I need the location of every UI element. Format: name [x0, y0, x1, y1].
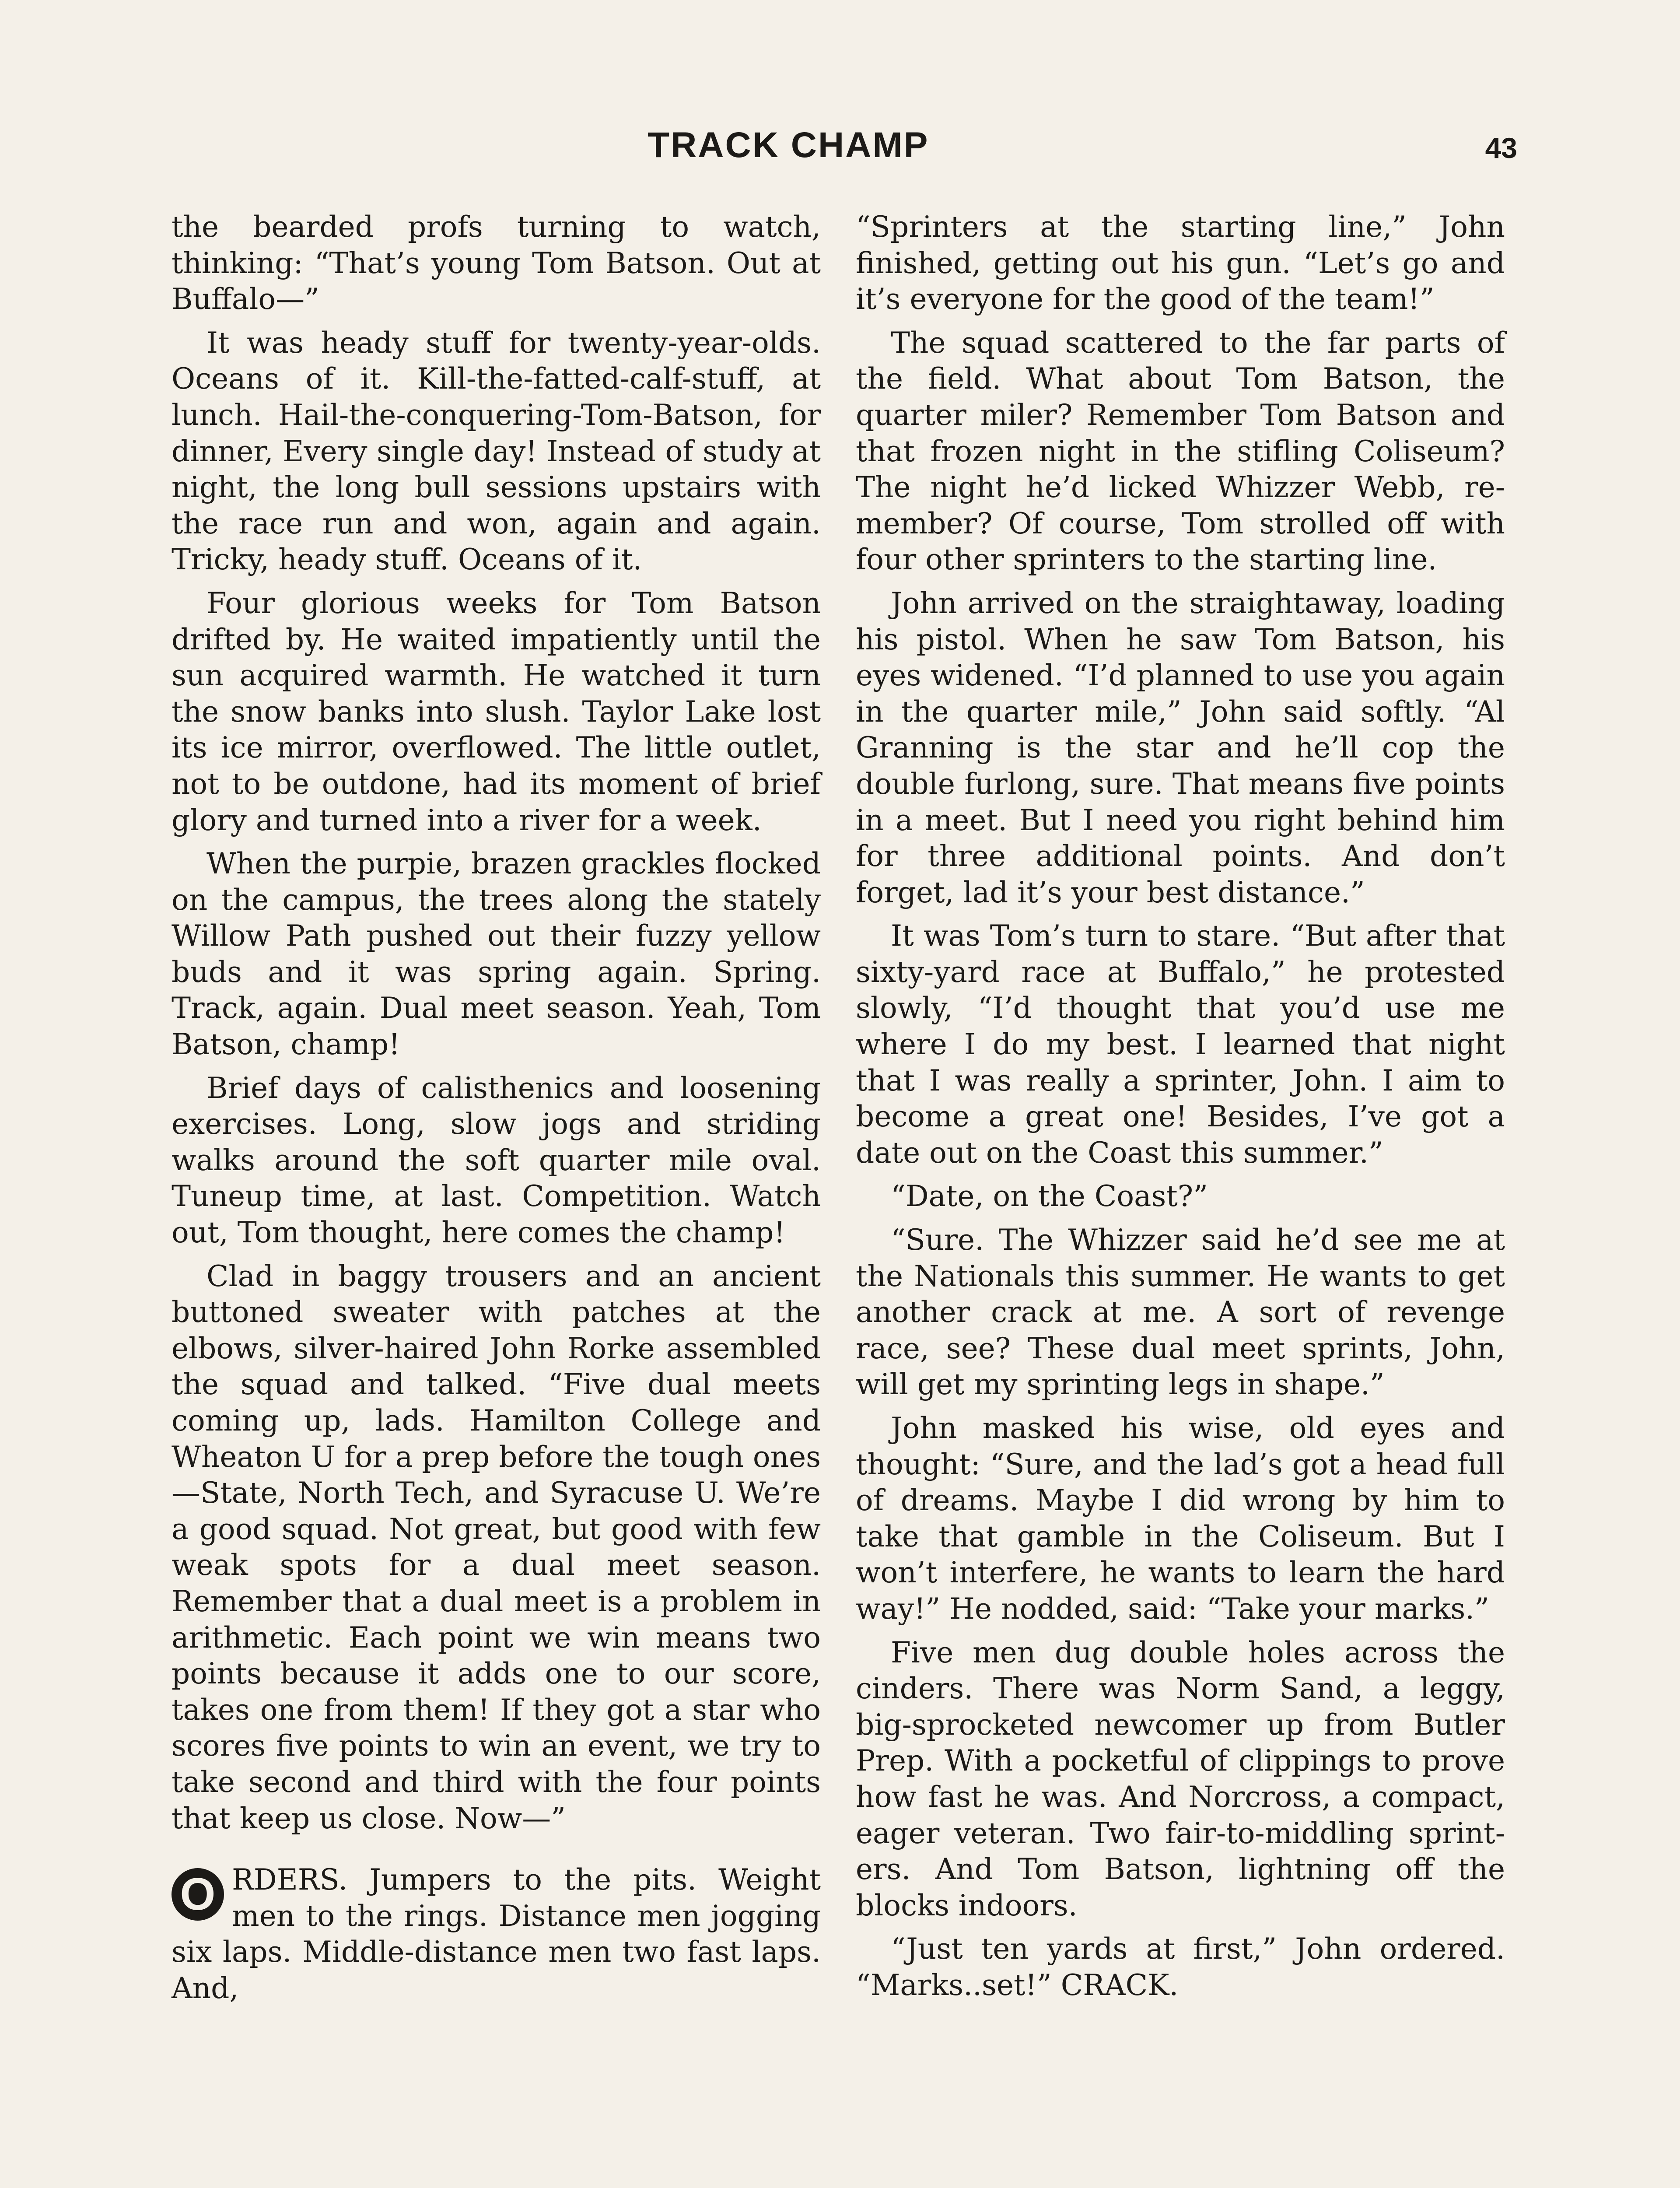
- paragraph: “Sprinters at the starting line,” John finished, getting out his gun. “Let’s go and it’s everyone for the good of the team!”: [856, 210, 1505, 316]
- page-number: 43: [1485, 132, 1517, 164]
- paragraph: John masked his wise, old eyes and thought: “Sure, and the lad’s got a head full of dreams. Maybe I did wrong by him to take that gamble in the Coliseum. But I won’t interfere, he wants to learn the hard way!” He nodded, said: “Take your marks.”: [856, 1411, 1505, 1626]
- running-title: TRACK CHAMP: [648, 125, 929, 165]
- paragraph: It was Tom’s turn to stare. “But after that sixty-yard race at Buffalo,” he protested slowly, “I’d thought that you’d use me where I do my best. I learned that night that I was really a sprinter, John. I aim to become a great one! Besides, I’ve got a date out on the Coast this summer.”: [856, 919, 1505, 1170]
- paragraph: the bearded profs turning to watch, thinking: “That’s young Tom Batson. Out at Buffalo—”: [172, 210, 821, 316]
- paragraph: When the purpie, brazen grackles flocked on the campus, the trees along the stately Willow Path pushed out their fuzzy yellow buds and it was spring again. Spring. Track, again. Dual meet season. Yeah, Tom Batson, champ!: [172, 847, 821, 1062]
- paragraph: “Just ten yards at first,” John ordered. “Marks..set!” CRACK.: [856, 1932, 1505, 2002]
- paragraph: Four glorious weeks for Tom Batson drifted by. He waited impatiently until the sun acquired warmth. He watched it turn the snow banks into slush. Taylor Lake lost its ice mirror, overflowed. The little outlet, not to be outdone, had its moment of brief glory and turned into a river for a week.: [172, 586, 821, 837]
- paragraph: Five men dug double holes across the cinders. There was Norm Sand, a leggy, big-sprocketed newcomer up from Butler Prep. With a pocketful of clippings to prove how fast he was. And Norcross, a compact, eager veteran. Two fair-to-middling sprinters. And Tom Batson, lightning off the blocks indoors.: [856, 1635, 1505, 1922]
- right-text-column: [856, 209, 1505, 2011]
- paragraph: It was heady stuff for twenty-year-olds. Oceans of it. Kill-the-fatted-calf-stuff, at lunch. Hail-the-conquering-Tom-Batson, for dinner, Every single day! Instead of study at night, the long bull sessions upstairs with the race run and won, again and again. Tricky, heady stuff. Oceans of it.: [172, 326, 821, 577]
- left-text-column: [172, 209, 821, 2014]
- paragraph: Brief days of calisthenics and loosening exercises. Long, slow jogs and striding walks around the soft quarter mile oval. Tuneup time, at last. Competition. Watch out, Tom thought, here comes the champ!: [172, 1071, 821, 1250]
- section-opening-paragraph: [172, 1862, 821, 2006]
- drop-cap: O: [172, 1868, 224, 1921]
- paragraph: The squad scattered to the far parts of the field. What about Tom Batson, the quarter miler? Remember Tom Batson and that frozen night in the stifling Coliseum? The night he’d licked Whizzer Webb, remember? Of course, Tom strolled off with four other sprinters to the starting line.: [856, 326, 1505, 577]
- paragraph: John arrived on the straightaway, loading his pistol. When he saw Tom Batson, his eyes widened. “I’d planned to use you again in the quarter mile,” John said softly. “Al Granning is the star and he’ll cop the double furlong, sure. That means five points in a meet. But I need you right behind him for three additional points. And don’t forget, lad it’s your best distance.”: [856, 586, 1505, 909]
- paragraph-text: RDERS. Jumpers to the pits. Weight men to the rings. Distance men jogging six laps. Middle-distance men two fast laps. And,: [172, 1863, 821, 2005]
- paragraph: “Date, on the Coast?”: [891, 1179, 1208, 1213]
- paragraph: “Sure. The Whizzer said he’d see me at the Nationals this summer. He wants to get another crack at me. A sort of revenge race, see? These dual meet sprints, John, will get my sprinting legs in shape.”: [856, 1223, 1505, 1402]
- paragraph: Clad in baggy trousers and an ancient buttoned sweater with patches at the elbows, silver-haired John Rorke assembled the squad and talked. “Five dual meets coming up, lads. Hamilton College and Wheaton U for a prep before the tough ones—State, North Tech, and Syracuse U. We’re a good squad. Not great, but good with few weak spots for a dual meet season. Remember that a dual meet is a problem in arithmetic. Each point we win means two points because it adds one to our score, takes one from them! If they got a star who scores five points to win an event, we try to take second and third with the four points that keep us close. Now—”: [172, 1259, 821, 1835]
